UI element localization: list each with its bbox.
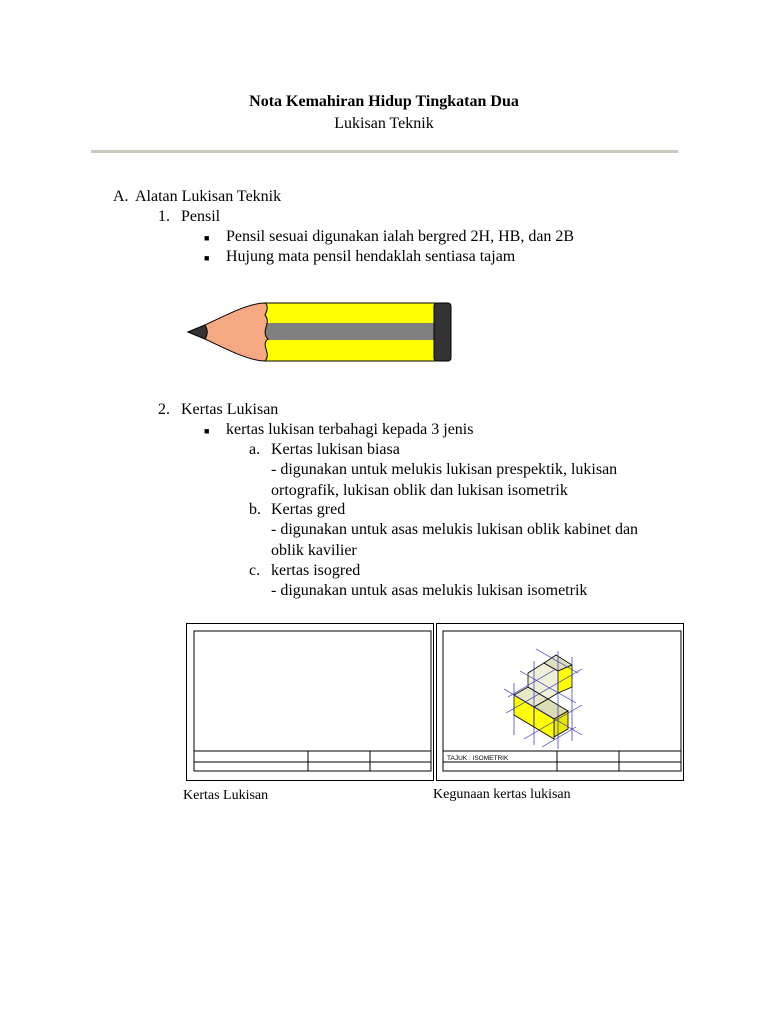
section-a-heading: Alatan Lukisan Teknik: [135, 188, 282, 205]
bullet-icon: ■: [204, 253, 210, 263]
item-2-number: 2.: [158, 401, 170, 418]
type-a-desc-1: - digunakan untuk melukis lukisan prespektik, lukisan: [271, 461, 618, 478]
bullet-icon: ■: [204, 426, 210, 436]
page-title: Nota Kemahiran Hidup Tingkatan Dua: [249, 93, 519, 110]
paper-bullet: kertas lukisan terbahagi kepada 3 jenis: [226, 421, 474, 438]
type-c-name: kertas isogred: [271, 562, 361, 579]
item-2-label: Kertas Lukisan: [181, 401, 279, 418]
right-figure-caption: Kegunaan kertas lukisan: [433, 787, 571, 802]
type-c-letter: c.: [249, 562, 261, 579]
page-subtitle: Lukisan Teknik: [334, 115, 434, 132]
item-1-label: Pensil: [181, 208, 221, 225]
drawing-paper-sheet: [186, 623, 434, 781]
pencil-bullet-2: Hujung mata pensil hendaklah sentiasa tajam: [226, 248, 516, 265]
pencil-illustration: [180, 295, 460, 370]
left-figure-caption: Kertas Lukisan: [183, 788, 269, 803]
type-c-desc-1: - digunakan untuk asas melukis lukisan isometrik: [271, 582, 588, 599]
type-b-letter: b.: [249, 501, 261, 518]
type-b-desc-2: oblik kavilier: [271, 542, 357, 559]
isometric-drawing-sheet: [436, 623, 684, 781]
type-a-letter: a.: [249, 441, 261, 458]
item-1-number: 1.: [158, 208, 170, 225]
bullet-icon: ■: [204, 233, 210, 243]
title-block-label: TAJUK : ISOMETRIK: [447, 755, 509, 762]
type-a-desc-2: ortografik, lukisan oblik dan lukisan isometrik: [271, 482, 568, 499]
type-b-name: Kertas gred: [271, 501, 346, 518]
pencil-bullet-1: Pensil sesuai digunakan ialah bergred 2H, HB, dan 2B: [226, 228, 575, 245]
type-a-name: Kertas lukisan biasa: [271, 441, 400, 458]
type-b-desc-1: - digunakan untuk asas melukis lukisan oblik kabinet dan: [271, 521, 639, 538]
section-a-marker: A.: [113, 188, 129, 205]
header-divider: [91, 150, 678, 153]
